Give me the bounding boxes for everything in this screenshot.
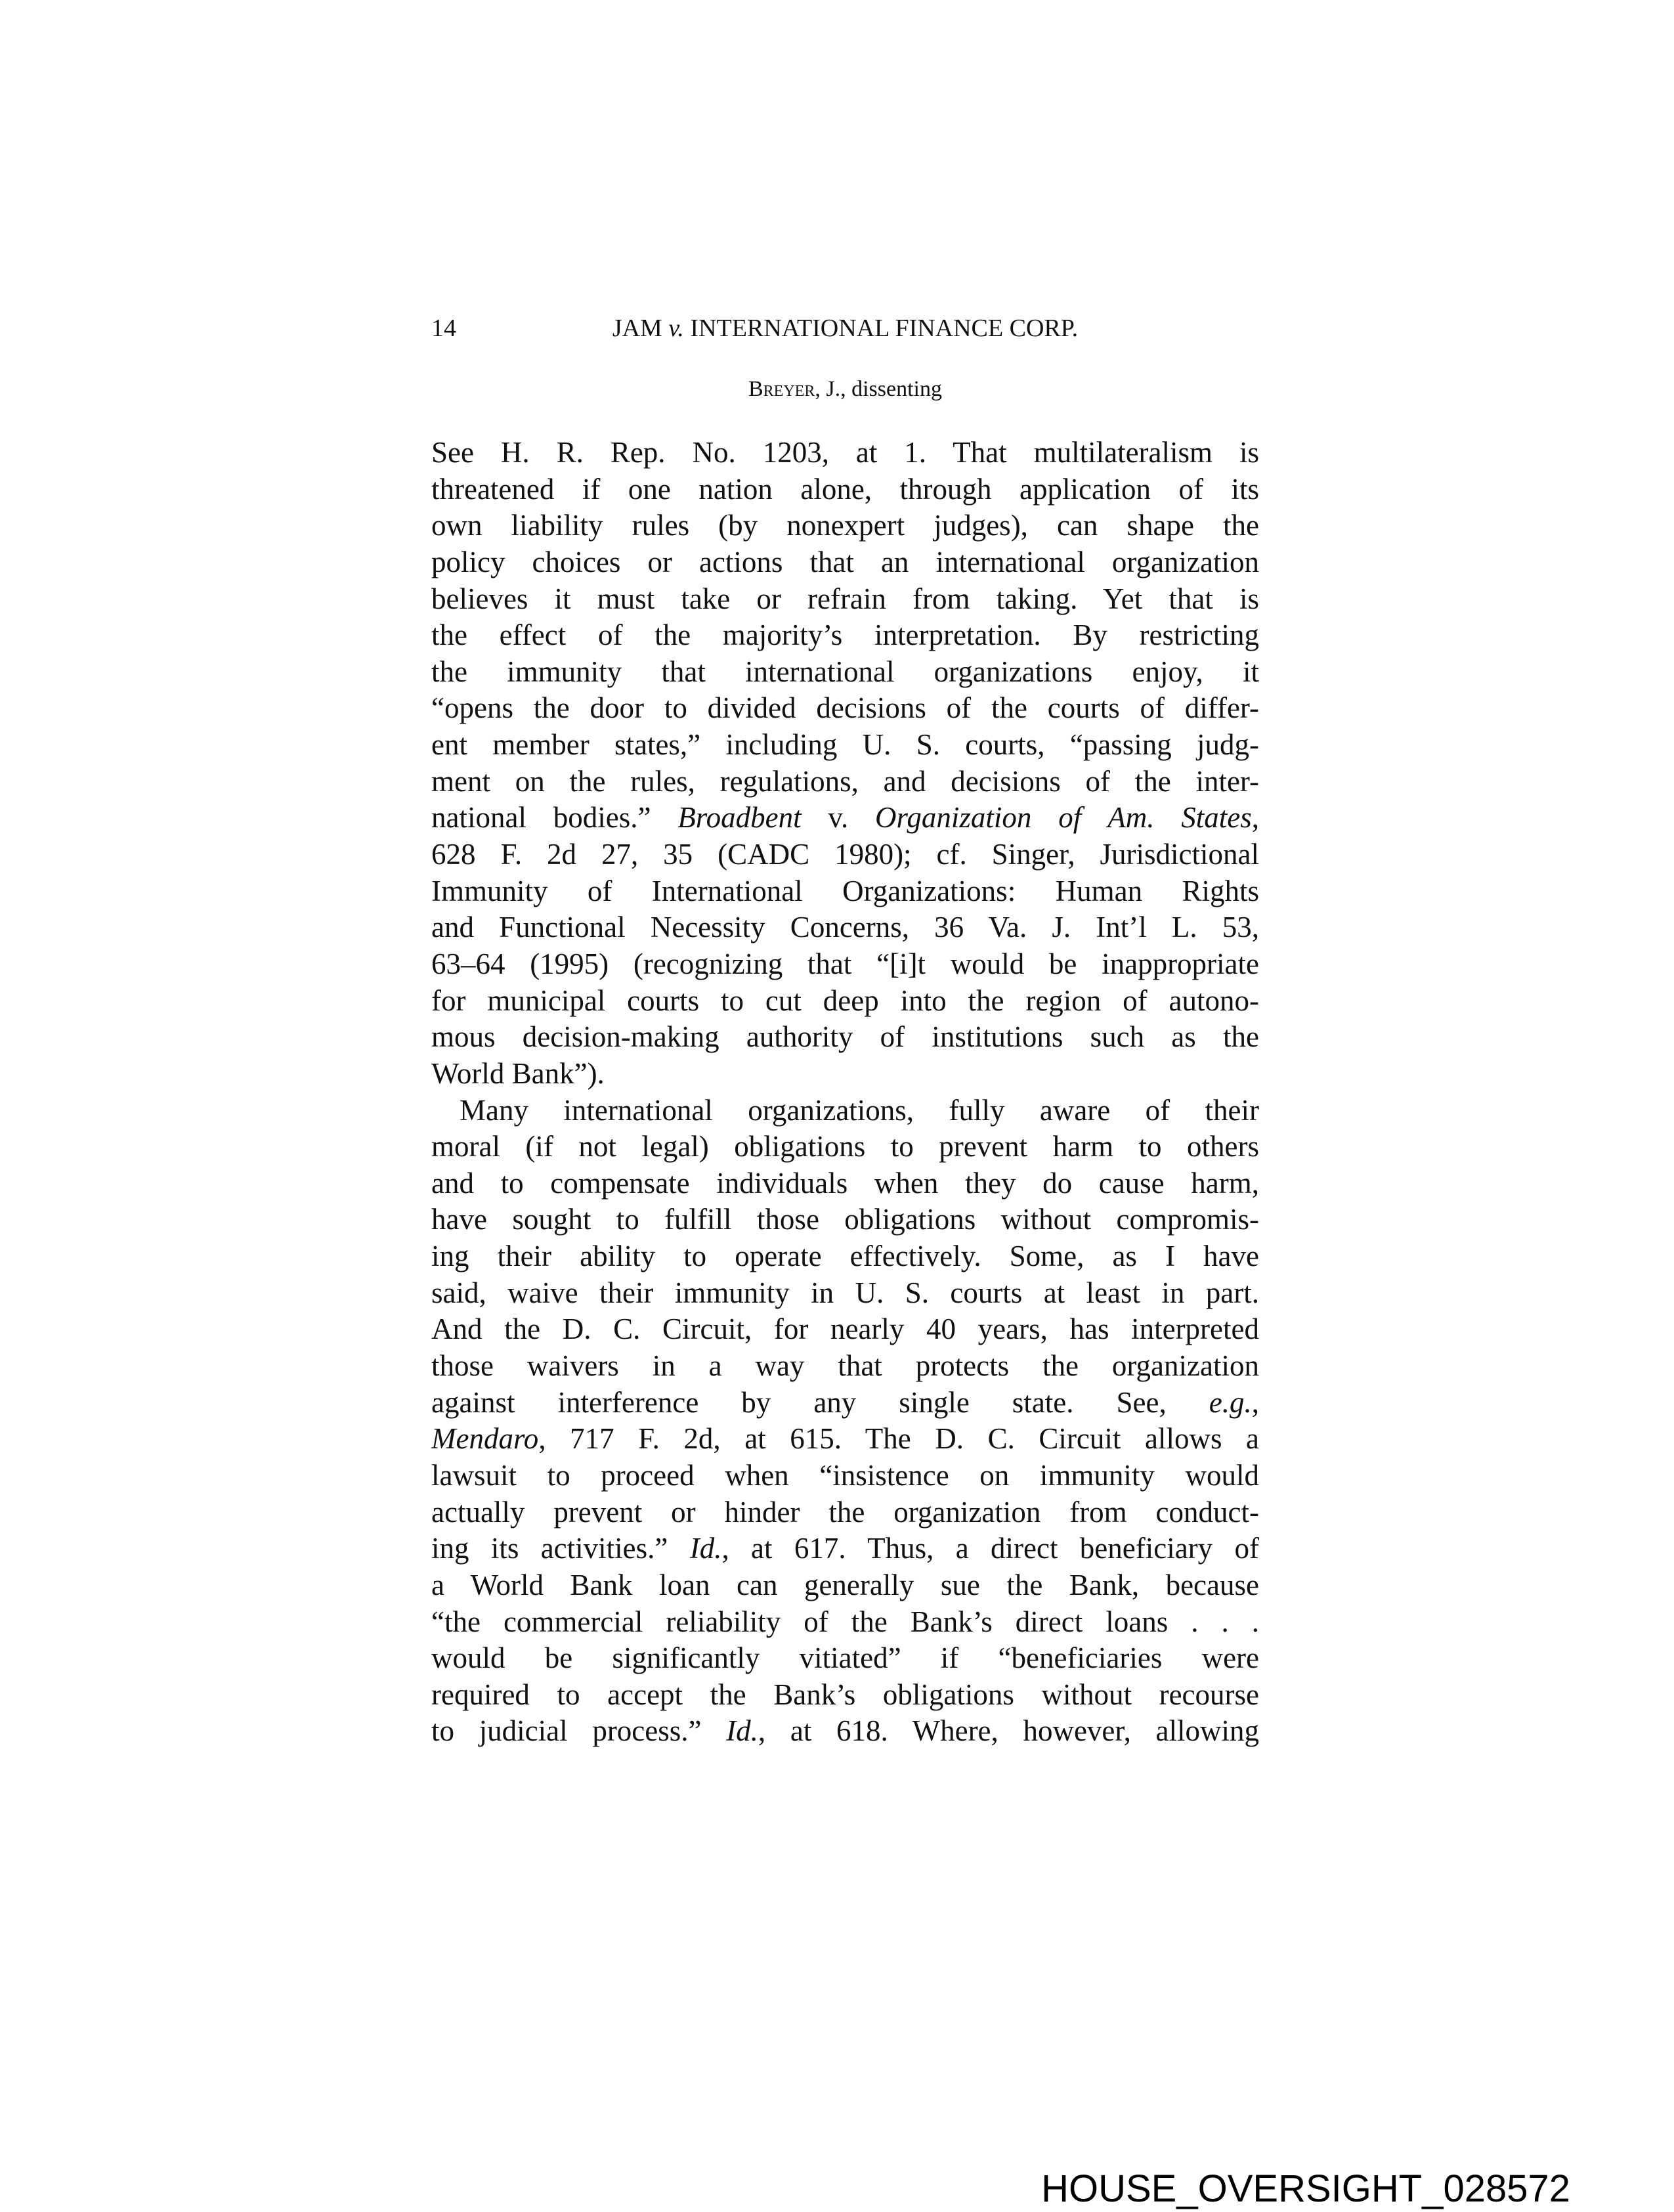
text-line xyxy=(431,617,1259,654)
text-run: required to accept the Bank’s obligations without recourse xyxy=(431,1678,1259,1711)
text-run: lawsuit to proceed when “insistence on immunity would xyxy=(431,1458,1259,1492)
text-run: mous decision-making authority of institutions such as the xyxy=(431,1020,1259,1054)
text-line xyxy=(431,727,1259,764)
text-run: have sought to fulfill those obligations without compromis- xyxy=(431,1203,1259,1236)
opinion-body xyxy=(431,435,1259,1750)
text-line xyxy=(431,544,1259,581)
text-run: “opens the door to divided decisions of the courts of differ- xyxy=(431,691,1259,725)
text-line xyxy=(431,1348,1259,1385)
text-line xyxy=(431,836,1259,873)
page-number: 14 xyxy=(431,314,456,342)
text-line xyxy=(431,1202,1259,1238)
text-line xyxy=(431,1640,1259,1677)
text-run: would be significantly vitiated” if “beneficiaries were xyxy=(431,1641,1259,1675)
text-run: “the commercial reliability of the Bank’s direct loans . . . xyxy=(431,1605,1259,1638)
opinion-type: , J., dissenting xyxy=(815,377,942,401)
text-line xyxy=(431,1275,1259,1312)
text-line xyxy=(431,764,1259,800)
italic-citation: Mendaro xyxy=(431,1422,539,1456)
text-line xyxy=(431,1494,1259,1531)
text-run: 628 F. 2d 27, 35 (CADC 1980); cf. Singer, Jurisdictional xyxy=(431,838,1259,871)
text-run: a World Bank loan can generally sue the Bank, because xyxy=(431,1568,1259,1601)
text-line xyxy=(431,800,1259,836)
text-run: See H. R. Rep. No. 1203, at 1. That multilateralism is xyxy=(431,436,1259,469)
text-run: those waivers in a way that protects the organization xyxy=(431,1349,1259,1383)
italic-citation: Id. xyxy=(689,1532,722,1565)
text-line xyxy=(431,1238,1259,1275)
text-run: 63–64 (1995) (recognizing that “[i]t would be inappropriate xyxy=(431,947,1259,980)
text-run: for municipal courts to cut deep into the region of autono- xyxy=(431,984,1259,1017)
text-run: and Functional Necessity Concerns, 36 Va. J. Int’l L. 53, xyxy=(431,911,1259,944)
text-line xyxy=(431,909,1259,946)
case-title xyxy=(431,314,1259,343)
text-run: ment on the rules, regulations, and decisions of the inter- xyxy=(431,764,1259,798)
text-run: said, waive their immunity in U. S. courts at least in part. xyxy=(431,1276,1259,1309)
text-run: , xyxy=(1251,1385,1259,1419)
text-line xyxy=(431,508,1259,544)
justice-name: Breyer xyxy=(748,377,815,401)
case-title-versus: v. xyxy=(668,314,684,342)
text-line xyxy=(431,1458,1259,1494)
text-run: , at 617. Thus, a direct beneficiary of xyxy=(721,1532,1259,1565)
text-run: and to compensate individuals when they do cause harm, xyxy=(431,1166,1259,1200)
text-line xyxy=(431,690,1259,727)
text-run: Immunity of International Organizations: Human Rights xyxy=(431,874,1259,907)
italic-citation: Organization of Am. States xyxy=(875,801,1252,835)
text-line xyxy=(431,1311,1259,1348)
italic-citation: e.g. xyxy=(1209,1385,1252,1419)
text-run: , xyxy=(1251,801,1259,835)
text-line xyxy=(431,1567,1259,1604)
paragraph xyxy=(431,1093,1259,1750)
text-run: World Bank”). xyxy=(431,1056,605,1090)
paragraph xyxy=(431,435,1259,1093)
bates-stamp: HOUSE_OVERSIGHT_028572 xyxy=(1041,2167,1570,2210)
italic-citation: Id. xyxy=(726,1714,758,1748)
text-run: threatened if one nation alone, through application of its xyxy=(431,472,1259,506)
text-run: , at 618. Where, however, allowing xyxy=(758,1714,1259,1748)
text-line xyxy=(431,1677,1259,1714)
text-run: moral (if not legal) obligations to prevent harm to others xyxy=(431,1130,1259,1163)
text-line xyxy=(431,946,1259,983)
case-title-part: JAM xyxy=(612,314,669,342)
case-title-part: INTERNATIONAL FINANCE CORP. xyxy=(683,314,1079,342)
text-run: believes it must take or refrain from taking. Yet that is xyxy=(431,582,1259,615)
text-line xyxy=(431,1530,1259,1567)
text-run: national bodies.” xyxy=(431,801,678,835)
text-line xyxy=(431,1019,1259,1056)
text-run: to judicial process.” xyxy=(431,1714,727,1748)
text-run: policy choices or actions that an international organization xyxy=(431,545,1259,578)
text-run: the immunity that international organizations enjoy, it xyxy=(431,655,1259,688)
text-line xyxy=(431,1093,1259,1129)
text-line xyxy=(431,1421,1259,1458)
text-line xyxy=(431,1129,1259,1165)
text-run: ing its activities.” xyxy=(431,1532,690,1565)
text-line xyxy=(431,983,1259,1020)
text-run: ing their ability to operate effectively. Some, as I have xyxy=(431,1240,1259,1273)
text-run: the effect of the majority’s interpretation. By restricting xyxy=(431,618,1259,652)
text-line xyxy=(431,471,1259,508)
text-run: own liability rules (by nonexpert judges), can shape the xyxy=(431,509,1259,542)
italic-citation: Broadbent xyxy=(677,801,802,835)
text-line xyxy=(431,1165,1259,1202)
text-run: ent member states,” including U. S. courts, “passing judg- xyxy=(431,728,1259,762)
text-run: , 717 F. 2d, at 615. The D. C. Circuit allows a xyxy=(538,1422,1259,1456)
text-line xyxy=(431,1604,1259,1641)
text-line xyxy=(431,581,1259,618)
text-run: against interference by any single state. See, xyxy=(431,1385,1209,1419)
text-line xyxy=(431,435,1259,471)
text-line xyxy=(431,873,1259,910)
opinion-label xyxy=(431,377,1259,402)
text-run: v. xyxy=(801,801,876,835)
text-run: actually prevent or hinder the organization from conduct- xyxy=(431,1495,1259,1529)
text-run: And the D. C. Circuit, for nearly 40 years, has interpreted xyxy=(431,1312,1259,1346)
text-line xyxy=(431,654,1259,691)
text-line xyxy=(431,1385,1259,1421)
text-line xyxy=(431,1056,1259,1093)
text-line xyxy=(431,1713,1259,1750)
text-run: Many international organizations, fully aware of their xyxy=(460,1093,1259,1127)
